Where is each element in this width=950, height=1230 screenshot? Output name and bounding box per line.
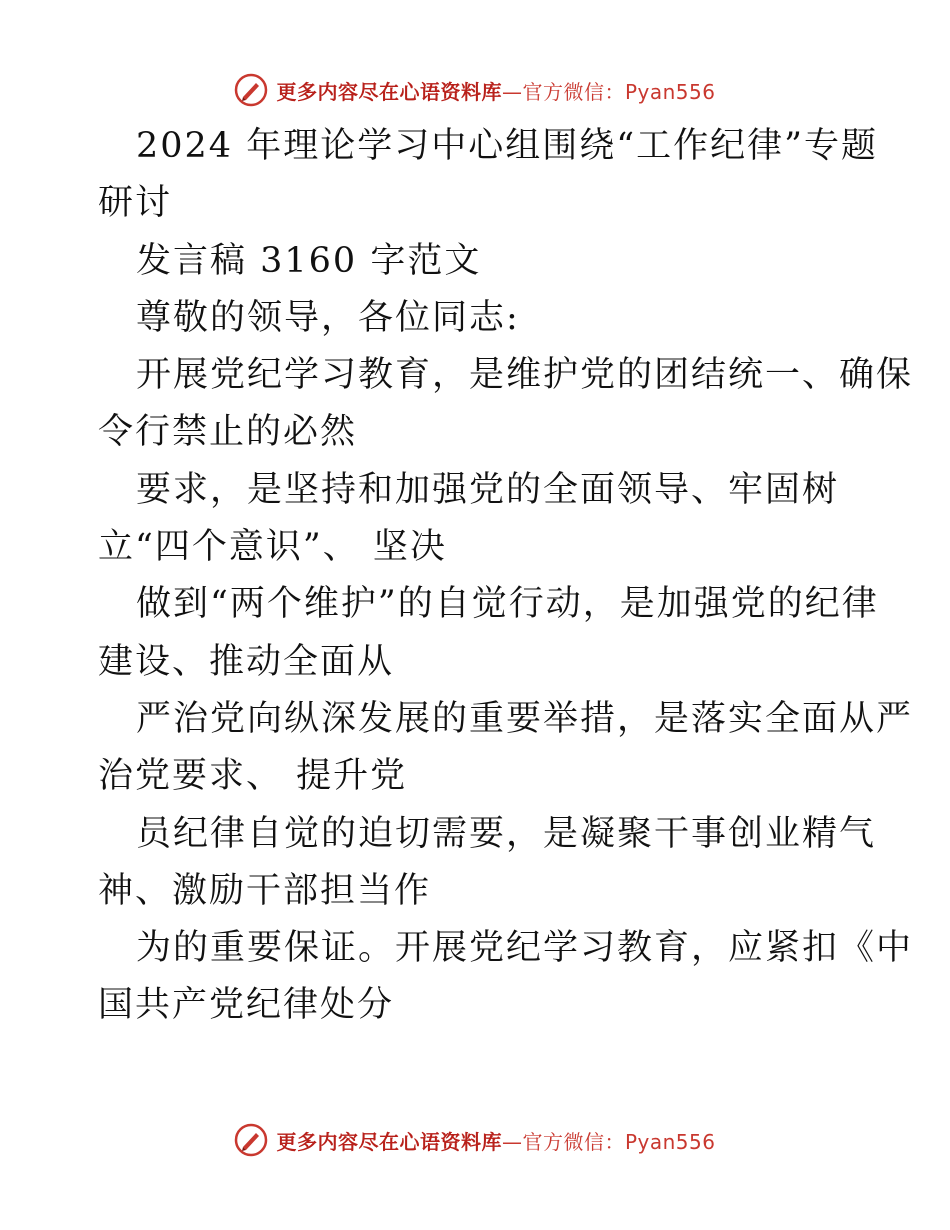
document-line: 国共产党纪律处分 [98,985,395,1026]
document-line: 立“四个意识”、 坚决 [98,527,447,568]
watermark-separator: — [501,79,523,104]
footer-watermark [0,1120,950,1160]
header-watermark [0,70,950,110]
document-line: 做到“两个维护”的自觉行动，是加强党的纪律 [136,584,879,625]
watermark-separator: — [501,1129,523,1154]
document-line: 神、激励干部担当作 [98,870,432,911]
document-line: 2024 年理论学习中心组围绕“工作纪律”专题 [136,126,878,166]
document-line: 尊敬的领导，各位同志: [136,297,520,338]
pen-logo-icon [234,73,268,107]
document-line: 开展党纪学习教育，是维护党的团结统一、确保 [136,355,914,396]
document-line: 发言稿 3160 字范文 [136,240,482,281]
document-line: 员纪律自觉的迫切需要，是凝聚干事创业精气 [136,813,877,854]
watermark-contact: 官方微信：Pyan556 [522,1129,716,1154]
document-line: 治党要求、 提升党 [98,756,408,797]
document-line: 为的重要保证。开展党纪学习教育，应紧扣《中 [136,928,914,969]
document-line: 严治党向纵深发展的重要举措，是落实全面从严 [136,698,914,739]
watermark-contact: 官方微信：Pyan556 [522,79,716,104]
watermark-text [276,1126,715,1155]
document-body [98,118,914,1035]
watermark-brand: 更多内容尽在心语资料库 [276,1129,502,1154]
pen-logo-icon [234,1123,268,1157]
document-line: 建设、推动全面从 [98,641,395,682]
document-line: 要求，是坚持和加强党的全面领导、牢固树 [136,469,840,510]
document-line: 研讨 [98,183,173,224]
document-line: 令行禁止的必然 [98,412,358,453]
watermark-brand: 更多内容尽在心语资料库 [276,79,502,104]
watermark-text [276,76,715,105]
